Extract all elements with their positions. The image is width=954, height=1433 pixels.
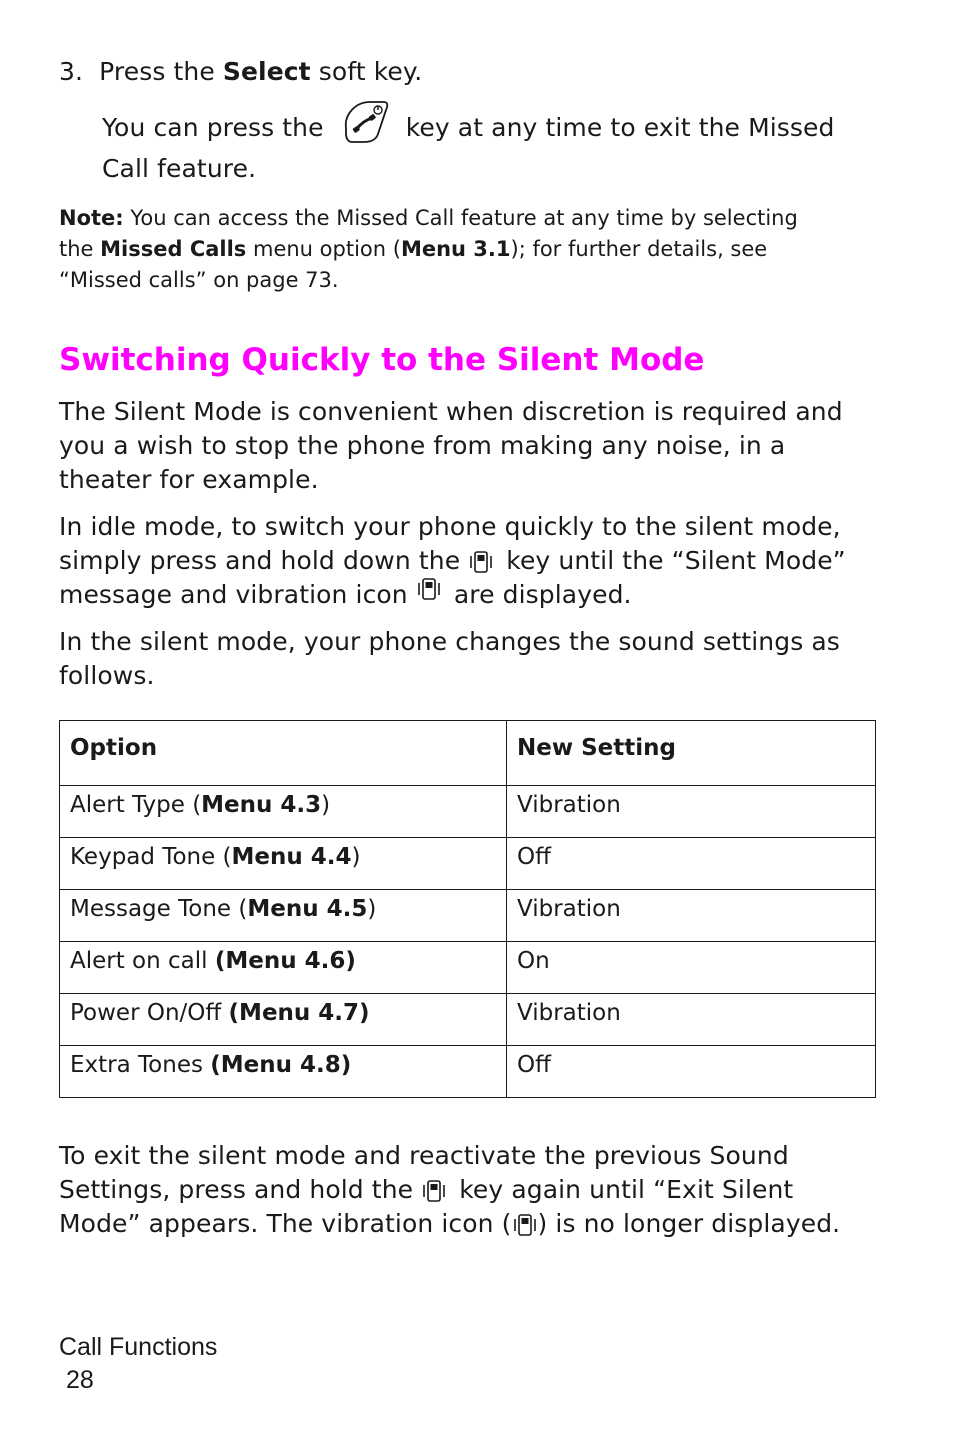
select-keyword: Select [222,57,311,86]
step-text: Press the [99,57,223,86]
note-line2e: ); for further details, see [510,237,768,261]
step-number: 3. [59,57,84,86]
table-row [60,890,876,942]
option-cell [60,1046,507,1098]
setting-cell: Off [507,838,876,890]
option-close: ) [321,792,331,818]
option-label: Power On/Off [70,1000,229,1026]
exit-note-prefix: You can press the [102,113,332,142]
menu-ref: (Menu 4.8) [210,1052,352,1078]
header-option: Option [60,721,507,786]
para3-line2: follows. [59,661,155,690]
option-label: Alert Type ( [70,792,202,818]
option-cell [60,994,507,1046]
setting-cell: Vibration [507,994,876,1046]
para4-line1: To exit the silent mode and reactivate the previous Sound [59,1141,789,1170]
menu-ref: Menu 4.5 [247,896,368,922]
para4-line2b: key again until “Exit Silent [451,1175,794,1204]
note-missed-calls: Missed Calls [100,237,247,261]
note-line3: “Missed calls” on page 73. [59,268,339,292]
option-cell [60,786,507,838]
menu-ref: Menu 4.3 [201,792,322,818]
table-row [60,994,876,1046]
para2-line2a: simply press and hold down the [59,546,469,575]
note-line1: You can access the Missed Call feature at any time by selecting [123,206,798,230]
page-footer [59,1331,217,1397]
table-header-row [60,721,876,786]
vibration-key-icon [468,547,494,577]
end-call-key-icon [340,98,390,144]
silent-mode-settings-table [59,720,876,1098]
setting-cell: Off [507,1046,876,1098]
para1-line1: The Silent Mode is convenient when discretion is required and [59,397,843,426]
exit-note [102,106,902,186]
para4-line3b: ) is no longer displayed. [537,1209,841,1238]
menu-ref: (Menu 4.7) [228,1000,370,1026]
para4-line3a: Mode” appears. The vibration icon ( [59,1209,512,1238]
exit-note-suffix: key at any time to exit the Missed [405,113,835,142]
page-number: 28 [66,1366,94,1394]
option-label: Extra Tones [70,1052,211,1078]
option-label: Alert on call [70,948,215,974]
note-label: Note: [59,206,124,230]
header-new-setting: New Setting [507,721,876,786]
option-label: Message Tone ( [70,896,248,922]
para2-line3b: are displayed. [445,580,632,609]
step-3 [59,55,422,89]
menu-ref: (Menu 4.6) [214,948,356,974]
option-cell [60,942,507,994]
exit-note-line2: Call feature. [102,154,257,183]
setting-cell: Vibration [507,786,876,838]
setting-cell: On [507,942,876,994]
table-row [60,786,876,838]
option-label: Keypad Tone ( [70,844,232,870]
paragraph-3 [59,625,939,693]
para4-line2a: Settings, press and hold the [59,1175,422,1204]
option-cell [60,838,507,890]
para2-line3a: message and vibration icon [59,580,416,609]
para1-line2: you a wish to stop the phone from making any noise, in a [59,431,786,460]
option-cell [60,890,507,942]
note-line2a: the [59,237,101,261]
option-close: ) [351,844,361,870]
vibration-key-icon [421,1176,447,1206]
paragraph-1 [59,395,939,497]
table-row [60,838,876,890]
para3-line1: In the silent mode, your phone changes the sound settings as [59,627,840,656]
para2-line2b: key until the “Silent Mode” [498,546,846,575]
para2-line1: In idle mode, to switch your phone quickly to the silent mode, [59,512,841,541]
setting-cell: Vibration [507,890,876,942]
para1-line3: theater for example. [59,465,319,494]
table-row [60,942,876,994]
note-block [59,203,939,296]
section-heading: Switching Quickly to the Silent Mode [59,342,705,378]
step-text-end: soft key. [310,57,423,86]
note-menu-ref: Menu 3.1 [400,237,511,261]
option-close: ) [367,896,377,922]
table-row [60,1046,876,1098]
note-line2c: menu option ( [246,237,401,261]
vibration-status-icon [512,1210,538,1240]
paragraph-4 [59,1139,939,1241]
menu-ref: Menu 4.4 [231,844,352,870]
vibration-status-icon [416,575,442,605]
footer-section-title: Call Functions [59,1333,218,1361]
paragraph-2 [59,510,939,612]
